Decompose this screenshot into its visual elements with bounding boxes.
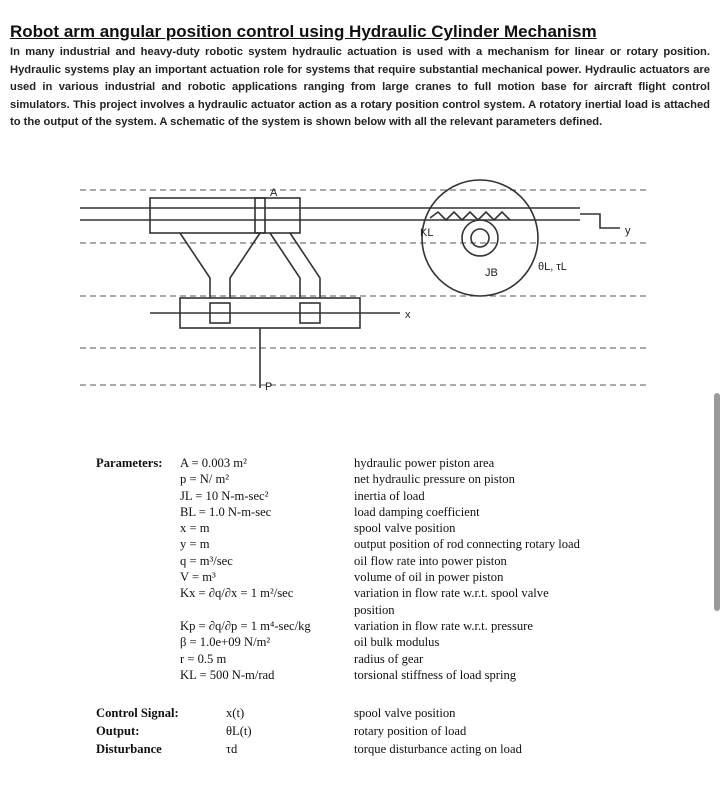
parameter-description: position <box>354 602 395 617</box>
parameter-description: inertia of load <box>354 488 425 503</box>
label-kl: KL <box>420 227 434 239</box>
hydraulic-schematic <box>60 178 660 398</box>
control-row <box>96 704 616 722</box>
parameters-heading <box>96 602 180 618</box>
parameters-heading <box>96 585 180 601</box>
parameter-description: radius of gear <box>354 651 424 666</box>
parameter-description: hydraulic power piston area <box>354 456 495 470</box>
label-jb: JB <box>485 267 498 279</box>
parameter-row <box>96 471 616 487</box>
parameter-row <box>96 504 616 520</box>
parameter-value: x = m <box>180 521 210 536</box>
control-description: torque disturbance acting on load <box>354 742 522 756</box>
parameters-heading <box>96 488 180 504</box>
parameter-value: Kx = ∂q/∂x = 1 m²/sec <box>180 586 294 601</box>
control-row <box>96 740 616 758</box>
parameter-description: torsional stiffness of load spring <box>354 667 517 682</box>
parameter-value: BL = 1.0 N-m-sec <box>180 504 272 519</box>
parameters-heading <box>96 634 180 650</box>
scrollbar[interactable] <box>714 393 720 611</box>
parameter-value: A = 0.003 m² <box>180 456 247 470</box>
parameter-description: variation in flow rate w.r.t. spool valve <box>354 586 549 601</box>
parameter-value: Kp = ∂q/∂p = 1 m⁴-sec/kg <box>180 618 311 633</box>
label-theta: θL, τL <box>538 261 567 273</box>
parameter-value: V = m³ <box>180 570 216 585</box>
parameter-row <box>96 536 616 552</box>
parameter-value: KL = 500 N-m/rad <box>180 667 275 682</box>
parameters-heading <box>96 553 180 569</box>
parameters-heading <box>96 667 180 683</box>
parameter-value: p = N/ m² <box>180 472 230 487</box>
parameter-value: β = 1.0e+09 N/m² <box>180 635 271 650</box>
parameter-row <box>96 520 616 536</box>
parameter-row <box>96 488 616 504</box>
parameter-description: load damping coefficient <box>354 504 480 519</box>
page-title: Robot arm angular position control using Hydraulic Cylinder Mechanism <box>10 22 597 41</box>
control-value: τd <box>226 742 238 756</box>
parameter-value: r = 0.5 m <box>180 651 227 666</box>
parameter-description: spool valve position <box>354 521 456 536</box>
control-value: θL(t) <box>226 724 252 738</box>
parameter-description: net hydraulic pressure on piston <box>354 472 515 487</box>
label-p: P <box>265 381 273 393</box>
parameters-heading <box>96 569 180 585</box>
parameters-heading <box>96 536 180 552</box>
control-label: Disturbance <box>96 742 162 756</box>
parameter-description: oil bulk modulus <box>354 635 440 650</box>
parameters-heading <box>96 471 180 487</box>
label-y: y <box>625 225 631 237</box>
parameter-description: oil flow rate into power piston <box>354 553 507 568</box>
label-x: x <box>405 309 411 321</box>
parameter-row <box>96 569 616 585</box>
parameters-table <box>96 455 616 683</box>
parameter-row <box>96 634 616 650</box>
parameter-value <box>180 602 354 618</box>
parameter-row <box>96 585 616 601</box>
parameter-value: q = m³/sec <box>180 553 233 568</box>
parameter-row <box>96 455 616 471</box>
control-description: rotary position of load <box>354 724 467 738</box>
control-value: x(t) <box>226 706 245 720</box>
parameter-row <box>96 651 616 667</box>
control-row <box>96 722 616 740</box>
parameter-row <box>96 618 616 634</box>
control-label: Output: <box>96 724 140 738</box>
control-signals <box>96 704 616 758</box>
parameter-row <box>96 667 616 683</box>
parameters-heading <box>96 504 180 520</box>
parameter-value: JL = 10 N-m-sec² <box>180 488 269 503</box>
parameter-description: output position of rod connecting rotary load <box>354 537 580 552</box>
control-label: Control Signal: <box>96 706 179 720</box>
parameter-value: y = m <box>180 537 210 552</box>
parameter-row <box>96 553 616 569</box>
parameters-heading <box>96 520 180 536</box>
parameters-heading: Parameters: <box>96 456 163 470</box>
parameters-heading <box>96 651 180 667</box>
intro-paragraph: In many industrial and heavy-duty robotic system hydraulic actuation is used with a mechanism for linear or rotary position. Hydraulic systems play an important actuation role for systems that require substantial mechanical power. Hydraulic actuators are used in various industrial and robotic applications ranging from large cranes to full motion base for aircraft flight control simulators. This project involves a hydraulic actuator action as a rotary position control system. A rotatory inertial load is attached to the output of the system. A schematic of the system is shown below with all the relevant parameters defined. <box>10 46 710 128</box>
parameter-row <box>96 602 616 618</box>
parameters-heading <box>96 618 180 634</box>
parameter-description: variation in flow rate w.r.t. pressure <box>354 618 533 633</box>
label-a: A <box>270 187 278 199</box>
parameter-description: volume of oil in power piston <box>354 570 504 585</box>
control-description: spool valve position <box>354 706 456 720</box>
